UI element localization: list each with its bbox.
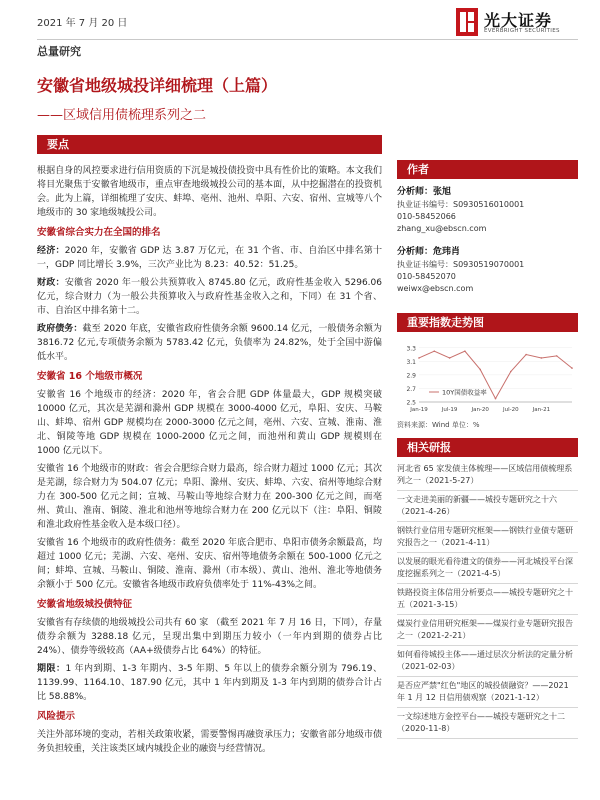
brand-logo — [456, 6, 576, 40]
related-heading: 相关研报 — [397, 438, 578, 457]
term-lead: 期限： — [37, 664, 66, 674]
analyst-card-1 — [397, 184, 578, 235]
intro-paragraph: 根据自身的风控要求进行信用资质的下沉是城投债投资中具有性价比的策略。本文我们将目光聚焦于安徽省地级市，重点审查地级城投公司的基本面，从中挖掘潜在的投资机会。此为上篇，详细梳理了安庆、蚌埠、亳州、池州、阜阳、六安、宿州、宣城等八个地级市的 30 家地级城投公司。 — [37, 166, 382, 218]
legend-label: 10Y国债收益率 — [442, 388, 487, 397]
authors-heading: 作者 — [397, 160, 578, 179]
brand-name-cn: 光大证券 — [484, 11, 553, 30]
x-tick-label: Jul-19 — [441, 407, 458, 413]
section-cities-title: 安徽省 16 个地级市概况 — [37, 371, 143, 382]
analyst-2-cert: 执业证书编号：S0930519070001 — [397, 260, 525, 269]
report-subtitle: ——区域信用债梳理系列之二 — [37, 108, 207, 123]
series-point — [449, 357, 451, 359]
related-report-item[interactable]: 煤炭行业信用研究框架——煤炭行业专题研究报告之一（2021-2-21） — [397, 615, 578, 646]
related-report-item[interactable]: 是否应严禁"红色"地区的城投债融资？——2021 年 1 月 12 日信用债观察（2021-1-12） — [397, 677, 578, 708]
related-reports-list — [397, 460, 578, 739]
related-report-item[interactable]: 钢铁行业信用专题研究框架——钢铁行业债专题研究报告之一（2021-4-11） — [397, 522, 578, 553]
series-point — [571, 367, 573, 369]
series-point — [434, 350, 436, 352]
report-date: 2021 年 7 月 20 日 — [37, 18, 128, 29]
series-point — [525, 354, 527, 356]
city-economy-paragraph: 安徽省 16 个地级市的经济：2020 年，省会合肥 GDP 体量最大，GDP 规模突破 10000 亿元，其次是芜湖和滁州 GDP 规模在 3000-4000 亿元，阜阳、安庆、马鞍山、蚌埠、宿州 GDP 规模均在 2000-3000 亿元之间，亳州、六安、宣城、淮南、淮北、铜陵等地 GDP 规模在 1000-2000 亿元之间，而池州和黄山 GDP 规模则在 1000 亿元以下。 — [37, 390, 382, 456]
series-point — [464, 350, 466, 352]
summary-heading: 要点 — [37, 135, 382, 154]
y-tick-label: 2.7 — [406, 385, 416, 393]
city-debt-paragraph: 安徽省 16 个地级市的政府性债务：截至 2020 年底合肥市、阜阳市债务余额最高，均超过 1000 亿元；芜湖、六安、亳州、安庆、宿州等地债务余额在 500-1000 亿元之间；蚌埠、宣城、马鞍山、铜陵、淮南、滁州（市本级）、黄山、池州、淮北等地债务余额小于 500 亿元。安徽省各地级市政府负债率处于 11%-43%之间。 — [37, 538, 382, 590]
analyst-2-email[interactable]: weiwx@ebscn.com — [397, 284, 474, 293]
debt-lead: 政府债务： — [37, 324, 83, 334]
y-tick-label: 3.3 — [406, 345, 416, 353]
series-point — [510, 371, 512, 373]
city-finance-paragraph: 安徽省 16 个地级市的财政：省会合肥综合财力最高，综合财力超过 1000 亿元；其次是芜湖，综合财力为 504.07 亿元；阜阳、滁州、安庆、蚌埠、六安、宿州等地综合财力在 300-500 亿元之间；宣城、马鞍山等地综合财力在 200-300 亿元之间，而亳州、黄山、淮南、铜陵、淮北和池州等地综合财力在 200 亿元以下（注：阜阳、铜陵和淮北政府性基金收入是本级口径）。 — [37, 464, 382, 530]
header-divider — [37, 39, 578, 40]
risk-paragraph: 关注外部环境的变动，若相关政策收紧，需要警惕再融资承压力；安徽省部分地级市债务负担较重，关注该类区域内城投企业的融资与经营情况。 — [37, 730, 382, 754]
chart-heading: 重要指数走势图 — [397, 313, 578, 332]
related-report-item[interactable]: 一文综述地方金控平台——城投专题研究之十二（2020-11-8） — [397, 708, 578, 739]
debt-text: 截至 2020 年底，安徽省政府性债务余额 9600.14 亿元，一般债务余额为 3816.72 亿元,专项债务余额为 5783.42 亿元，负债率为 24.82%，处于全国中游偏低水平。 — [37, 324, 382, 362]
series-point — [479, 369, 481, 371]
y-tick-label: 2.9 — [406, 372, 416, 380]
analyst-1-email[interactable]: zhang_xu@ebscn.com — [397, 224, 487, 233]
series-point — [495, 398, 497, 400]
y-tick-label: 3.1 — [406, 358, 416, 366]
x-tick-label: Jan-19 — [410, 407, 428, 413]
brand-name-en: EVERBRIGHT SECURITIES — [484, 28, 560, 34]
report-category: 总量研究 — [37, 45, 81, 58]
chart-source: 资料来源：Wind 单位：% — [397, 421, 480, 429]
analyst-2-name: 分析师：危玮肖 — [397, 247, 461, 257]
analyst-2-phone: 010-58452070 — [397, 272, 456, 281]
related-report-item[interactable]: 以发展的眼光看待遗文的债券——河北城投平台深度挖掘系列之一（2021-4-5） — [397, 553, 578, 584]
series-point — [541, 357, 543, 359]
related-report-item[interactable]: 铁路投资主体信用分析要点——城投专题研究之十五（2021-3-15） — [397, 584, 578, 615]
term-paragraph — [37, 662, 382, 704]
section-risk-title: 风险提示 — [37, 711, 76, 722]
y-tick-label: 2.5 — [406, 399, 416, 407]
everbright-logo-icon — [456, 8, 478, 36]
summary-body — [37, 164, 382, 760]
series-point — [418, 357, 420, 359]
x-tick-label: Jan-20 — [471, 407, 489, 413]
related-report-item[interactable]: 河北省 65 家发债主体梳理——区域信用债梳理系列之一（2021-5-27） — [397, 460, 578, 491]
analyst-card-2 — [397, 244, 578, 295]
analyst-1-cert: 执业证书编号：S0930516010001 — [397, 200, 525, 209]
finance-paragraph — [37, 276, 382, 318]
related-report-item[interactable]: 如何看待城投主体——通过层次分析法的定量分析（2021-02-03） — [397, 646, 578, 677]
x-tick-label: Jan-21 — [532, 407, 551, 413]
yield-chart-svg — [397, 335, 578, 420]
report-title: 安徽省地级城投详细梳理（上篇） — [37, 76, 278, 95]
related-report-item[interactable]: 一文走进美丽的新疆——城投专题研究之十六（2021-4-26） — [397, 491, 578, 522]
analyst-1-phone: 010-58452066 — [397, 212, 456, 221]
section-ranking-title: 安徽省综合实力在全国的排名 — [37, 227, 161, 238]
x-tick-label: Jul-20 — [502, 407, 519, 413]
finance-lead: 财政： — [37, 278, 65, 288]
finance-text: 安徽省 2020 年一般公共预算收入 8745.80 亿元，政府性基金收入 5296.06 亿元，综合财力（为一般公共预算收入与政府性基金收入之和，下同）在 31 个省、市、自治区中排名第十二。 — [37, 278, 382, 316]
debt-paragraph — [37, 322, 382, 364]
bond-paragraph: 安徽省有存续债的地级城投公司共有 60 家 （截至 2021 年 7 月 16 日，下同），存量债券余额为 3288.18 亿元，呈现出集中到期压力较小（一年内到期的债券占比 24%）、债券等级较高（AA+级债券占比 64%）的特征。 — [37, 618, 382, 656]
series-point — [556, 355, 558, 357]
economy-paragraph — [37, 244, 382, 272]
economy-lead: 经济： — [37, 246, 65, 256]
term-text: 1 年内到期、1-3 年期内、3-5 年期、5 年以上的债券余额分别为 796.19、1139.99、1164.10、187.90 亿元，其中 1 年内到期及 1-3 年内到期的债券合计占比 58.88%。 — [37, 664, 382, 702]
section-bond-title: 安徽省地级城投债特征 — [37, 599, 133, 610]
analyst-1-name: 分析师：张旭 — [397, 187, 452, 197]
economy-text: 2020 年，安徽省 GDP 达 3.87 万亿元，在 31 个省、市、自治区中排名第十一，GDP 同比增长 3.9%，三次产业比为 8.23：40.52：51.25。 — [37, 246, 382, 270]
